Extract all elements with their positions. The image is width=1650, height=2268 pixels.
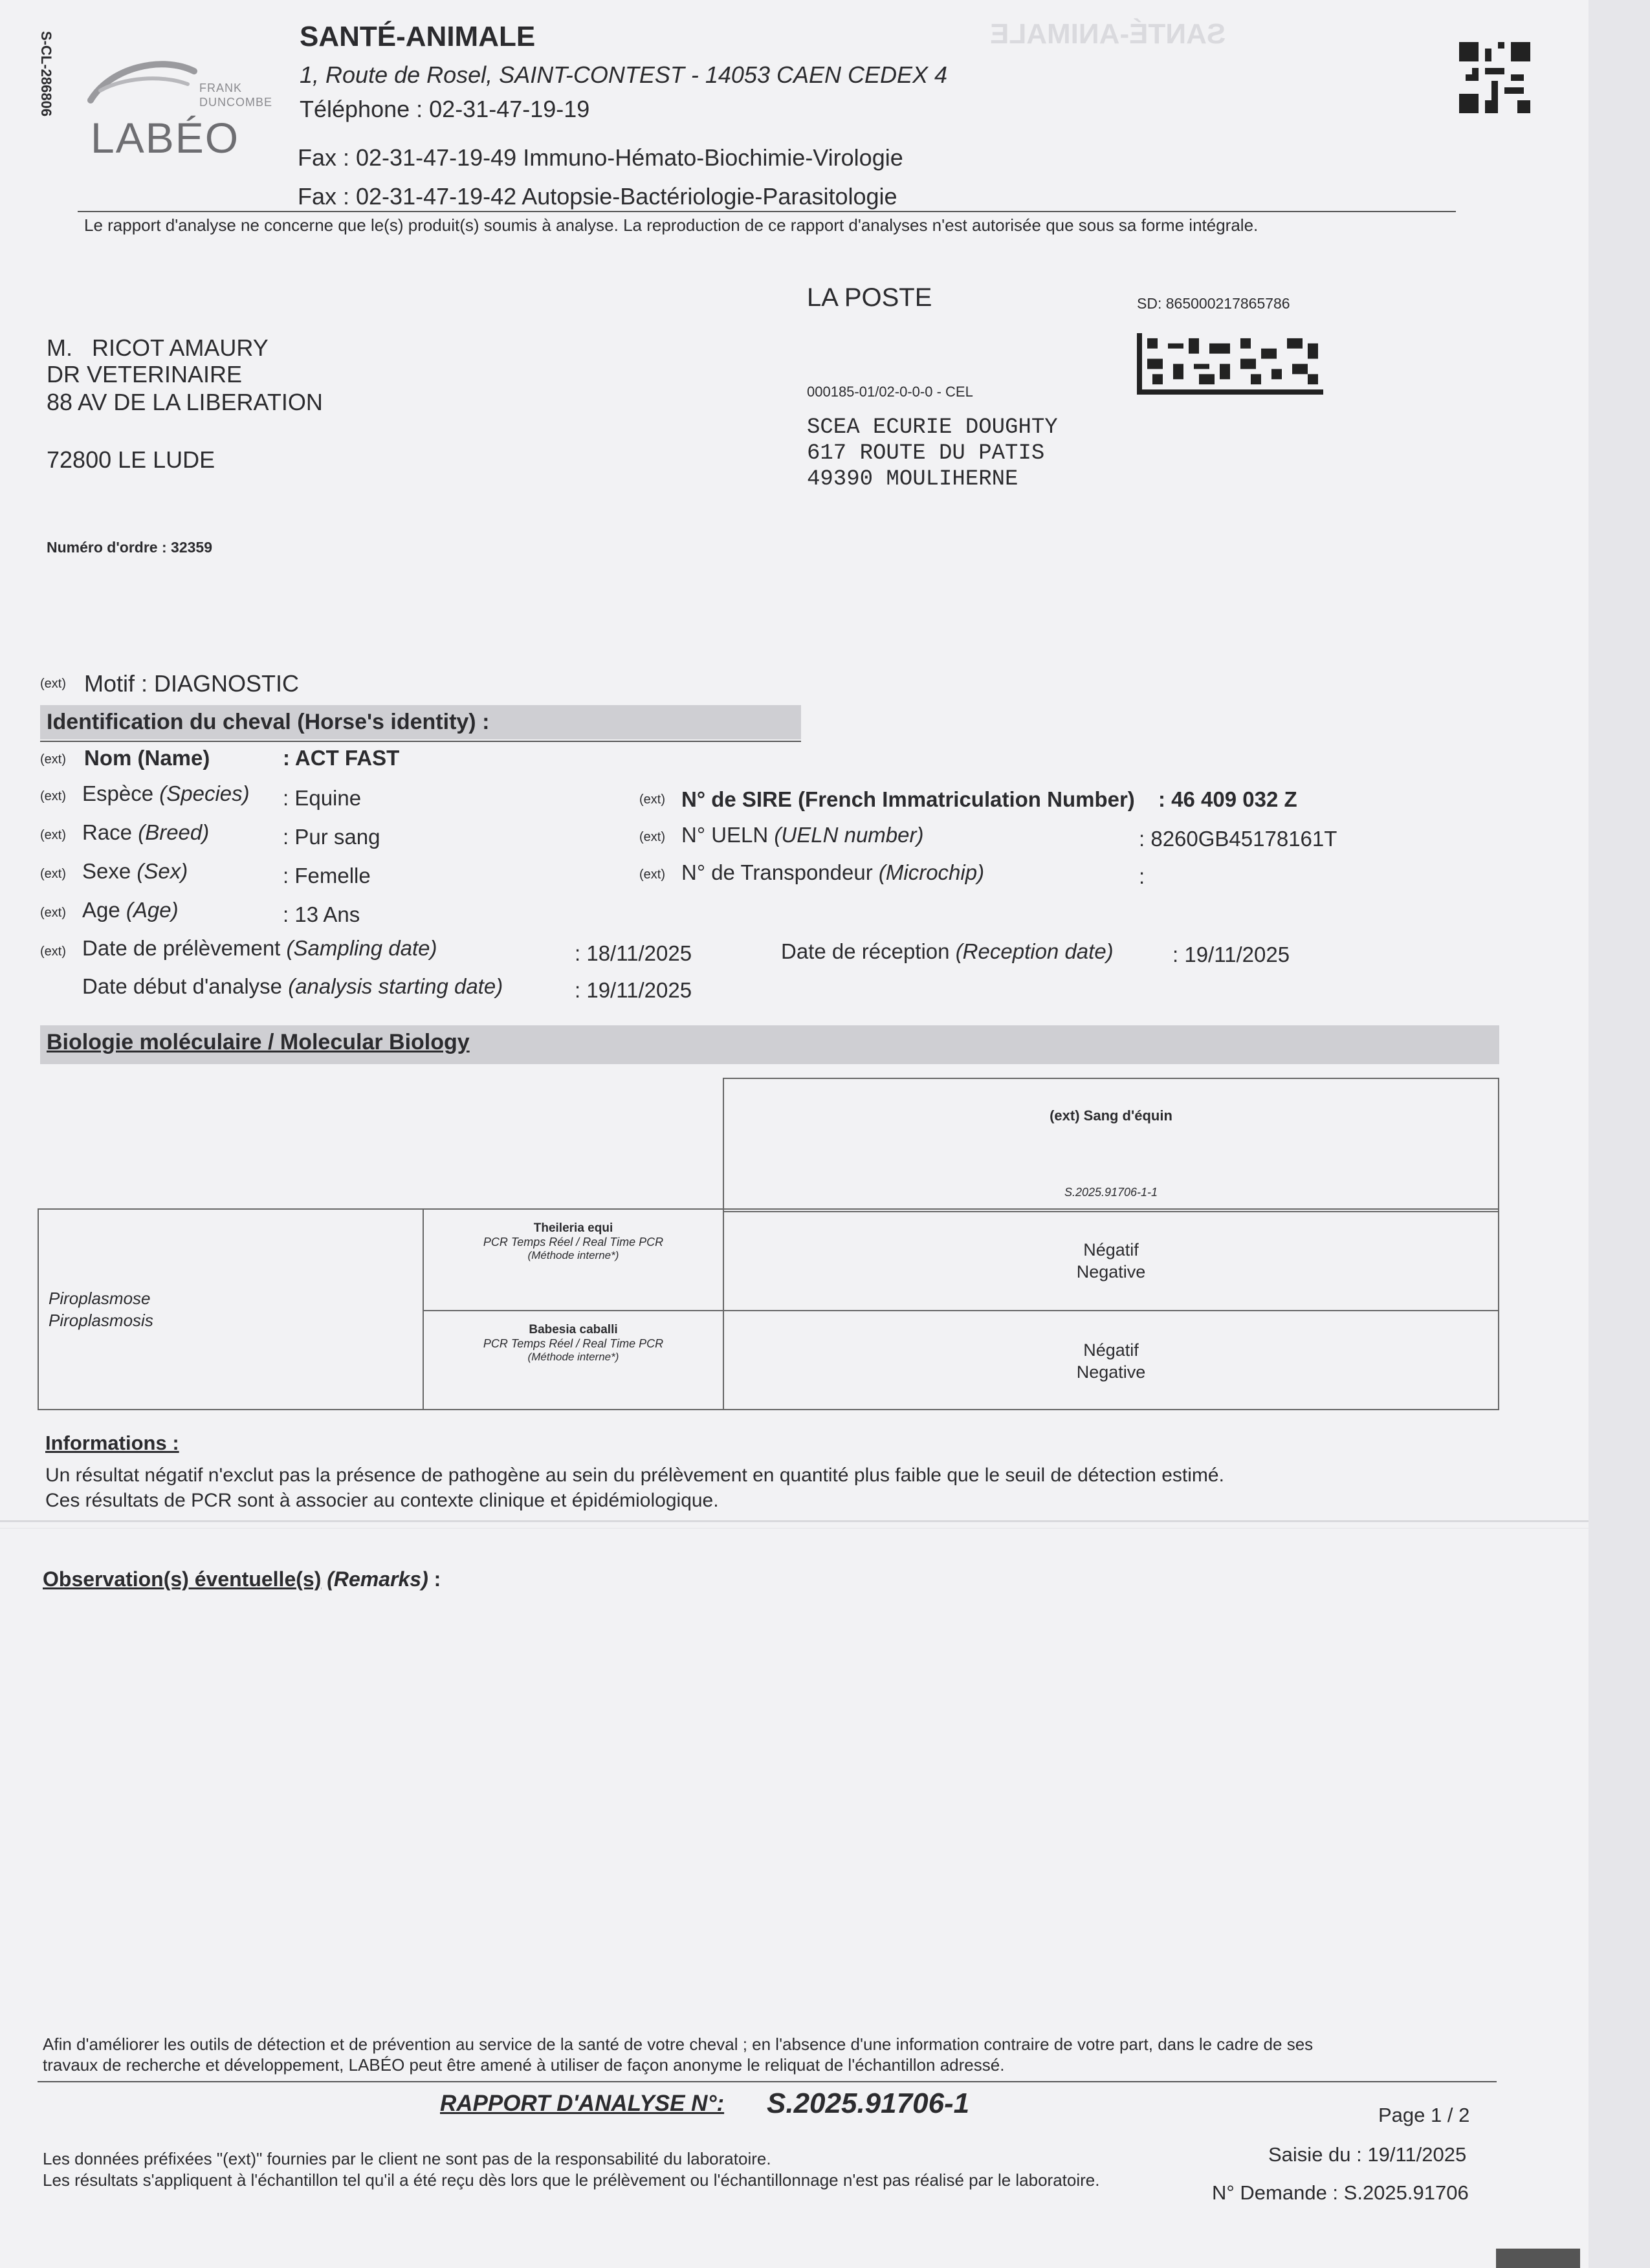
method-type: (Méthode interne*) [527,1351,619,1363]
research-line-2: travaux de recherche et développement, LABÉO peut être amené à utiliser de façon anonyme le reliquat de l'échantillon adressé. [43,2055,1005,2075]
motif: Motif : DIAGNOSTIC [84,670,300,697]
ext-tag: (ext) [40,867,66,881]
group-en: Piroplasmosis [49,1311,153,1330]
sex-label-fr: Sexe [82,859,131,883]
reception-label-fr: Date de réception [781,939,950,963]
result-row-2-value [723,1339,1499,1383]
ext-tag: (ext) [40,828,66,842]
species-label-fr: Espèce [82,781,154,805]
lab-fax-1: Fax : 02-31-47-19-49 Immuno-Hémato-Biochimie-Virologie [298,144,903,171]
ext-tag: (ext) [40,944,66,959]
remarks-colon: : [434,1567,441,1591]
agent-name: Theileria equi [533,1221,613,1235]
result-en: Negative [1076,1362,1146,1382]
group-label [49,1287,153,1331]
remarks-title-en: (Remarks) [327,1567,428,1591]
chip-label [681,860,984,885]
ueln-label-fr: N° UELN [681,823,769,847]
name-value: : ACT FAST [283,746,400,770]
result-row-1-value [723,1239,1499,1283]
logo-line2: DUNCOMBE [199,96,273,109]
informations-title: Informations : [45,1432,179,1454]
page-number: Page 1 / 2 [1378,2104,1470,2126]
species-label [82,781,250,806]
datamatrix-icon [1137,333,1323,395]
ueln-value: : 8260GB45178161T [1139,827,1337,851]
species-label-en: (Species) [159,781,250,805]
side-code-text: S-CL-286806 [38,31,54,117]
demande-number: N° Demande : S.2025.91706 [1212,2181,1469,2204]
sex-label [82,859,188,884]
reception-value: : 19/11/2025 [1172,943,1290,966]
method-name: PCR Temps Réel / Real Time PCR [483,1236,664,1248]
lab-address: 1, Route de Rosel, SAINT-CONTEST - 14053 CAEN CEDEX 4 [300,61,948,88]
vet-name: M. RICOT AMAURY [47,334,269,361]
postal-sd: SD: 865000217865786 [1137,295,1290,312]
age-value: : 13 Ans [283,902,360,926]
page-edge [1589,0,1650,2268]
logo-swoosh-icon [84,55,201,113]
reception-label [781,939,1114,964]
identity-section-title: Identification du cheval (Horse's identity) : [47,710,490,734]
agent-name: Babesia caballi [529,1323,618,1336]
result-row-1-method [424,1221,723,1262]
result-fr: Négatif [1083,1340,1139,1360]
research-line-1: Afin d'améliorer les outils de détection et de prévention au service de la santé de votre cheval ; en l'absence d'une information contraire de votre part, dans le cadre de ses [43,2034,1314,2054]
result-row-2-method [424,1323,723,1364]
vet-title: DR VETERINAIRE [47,361,243,387]
name-label: Nom (Name) [84,746,210,770]
chip-label-en: (Microchip) [878,860,985,884]
start-label-fr: Date début d'analyse [82,974,283,998]
footer-rule [38,2081,1497,2082]
chip-value: : [1139,864,1145,888]
vet-city: 72800 LE LUDE [47,446,215,473]
result-fr: Négatif [1083,1240,1139,1259]
ext-tag: (ext) [639,867,665,882]
sampling-label-fr: Date de prélèvement [82,936,281,960]
breed-label-en: (Breed) [138,820,210,844]
show-through-text: SANTÉ-ANIMALE [990,18,1226,50]
saisie-date: Saisie du : 19/11/2025 [1268,2143,1467,2166]
ueln-label [681,823,923,847]
method-name: PCR Temps Réel / Real Time PCR [483,1337,664,1350]
lab-phone: Téléphone : 02-31-47-19-19 [300,96,590,122]
header-rule [78,211,1456,212]
sample-header: (ext) Sang d'équin [1050,1107,1172,1124]
logo-line1: FRANK [199,82,243,94]
sire-label: N° de SIRE (French Immatriculation Number) [681,787,1135,811]
sampling-value: : 18/11/2025 [575,941,692,965]
ext-tag: (ext) [40,677,66,691]
paper-fold [0,1520,1589,1522]
age-label [82,898,179,922]
lab-fax-2: Fax : 02-31-47-19-42 Autopsie-Bactériologie-Parasitologie [298,183,897,210]
table-row-divider [423,1310,1498,1311]
start-value: : 19/11/2025 [575,978,692,1002]
age-label-en: (Age) [126,898,179,922]
species-value: : Equine [283,786,362,810]
start-label [82,974,503,999]
age-label-fr: Age [82,898,120,922]
sampling-label [82,936,437,961]
informations-line-1: Un résultat négatif n'exclut pas la présence de pathogène au sein du prélèvement en quantité plus faible que le seuil de détection estimé. [45,1465,1224,1486]
ext-tag: (ext) [40,789,66,803]
postal-carrier: LA POSTE [807,283,932,312]
result-en: Negative [1076,1262,1146,1281]
remarks-title [43,1567,441,1591]
paper-fold-shadow [0,1528,1589,1529]
ueln-label-en: (UELN number) [774,823,924,847]
ext-tag: (ext) [639,830,665,844]
ext-tag: (ext) [40,906,66,920]
group-fr: Piroplasmose [49,1289,151,1308]
postal-code: 000185-01/02-0-0-0 - CEL [807,384,973,400]
recipient-line-3: 49390 MOULIHERNE [807,467,1018,492]
start-label-en: (analysis starting date) [288,974,503,998]
informations-line-2: Ces résultats de PCR sont à associer au contexte clinique et épidémiologique. [45,1490,719,1511]
lab-title: SANTÉ-ANIMALE [300,21,536,52]
ext-tag: (ext) [639,792,665,807]
ext-tag: (ext) [40,752,66,767]
sample-note: Les résultats s'appliquent à l'échantillon tel qu'il a été reçu dès lors que le prélèvement ou l'échantillonnage n'est pas réalisé par le laboratoire. [43,2170,1100,2190]
sex-value: : Femelle [283,864,371,888]
sampling-label-en: (Sampling date) [286,936,437,960]
biology-section-title: Biologie moléculaire / Molecular Biology [47,1030,470,1054]
sire-value: : 46 409 032 Z [1158,787,1297,811]
identity-rule [40,741,801,742]
labeo-logo [84,55,291,171]
sample-id: S.2025.91706-1-1 [1064,1186,1158,1199]
reception-label-en: (Reception date) [955,939,1114,963]
recipient-line-2: 617 ROUTE DU PATIS [807,441,1045,466]
logo-subtitle [199,81,272,109]
breed-label [82,820,209,845]
breed-value: : Pur sang [283,825,380,849]
method-type: (Méthode interne*) [527,1249,619,1261]
edge-mark [1496,2249,1580,2268]
logo-brand: LABÉO [91,114,240,162]
report-label: RAPPORT D'ANALYSE N°: [440,2091,725,2116]
breed-label-fr: Race [82,820,133,844]
order-number: Numéro d'ordre : 32359 [47,539,212,556]
ext-note: Les données préfixées "(ext)" fournies par le client ne sont pas de la responsabilité du laboratoire. [43,2149,771,2168]
chip-label-fr: N° de Transpondeur [681,860,873,884]
sex-label-en: (Sex) [137,859,188,883]
recipient-line-1: SCEA ECURIE DOUGHTY [807,415,1058,440]
vet-street: 88 AV DE LA LIBERATION [47,389,323,415]
side-code [34,31,60,147]
report-number: S.2025.91706-1 [767,2088,970,2119]
report-disclaimer: Le rapport d'analyse ne concerne que le(s) produit(s) soumis à analyse. La reproduction de ce rapport d'analyses n'est autorisée que sous sa forme intégrale. [84,215,1259,235]
remarks-title-fr: Observation(s) éventuelle(s) [43,1567,322,1591]
qr-code-icon [1459,42,1530,113]
